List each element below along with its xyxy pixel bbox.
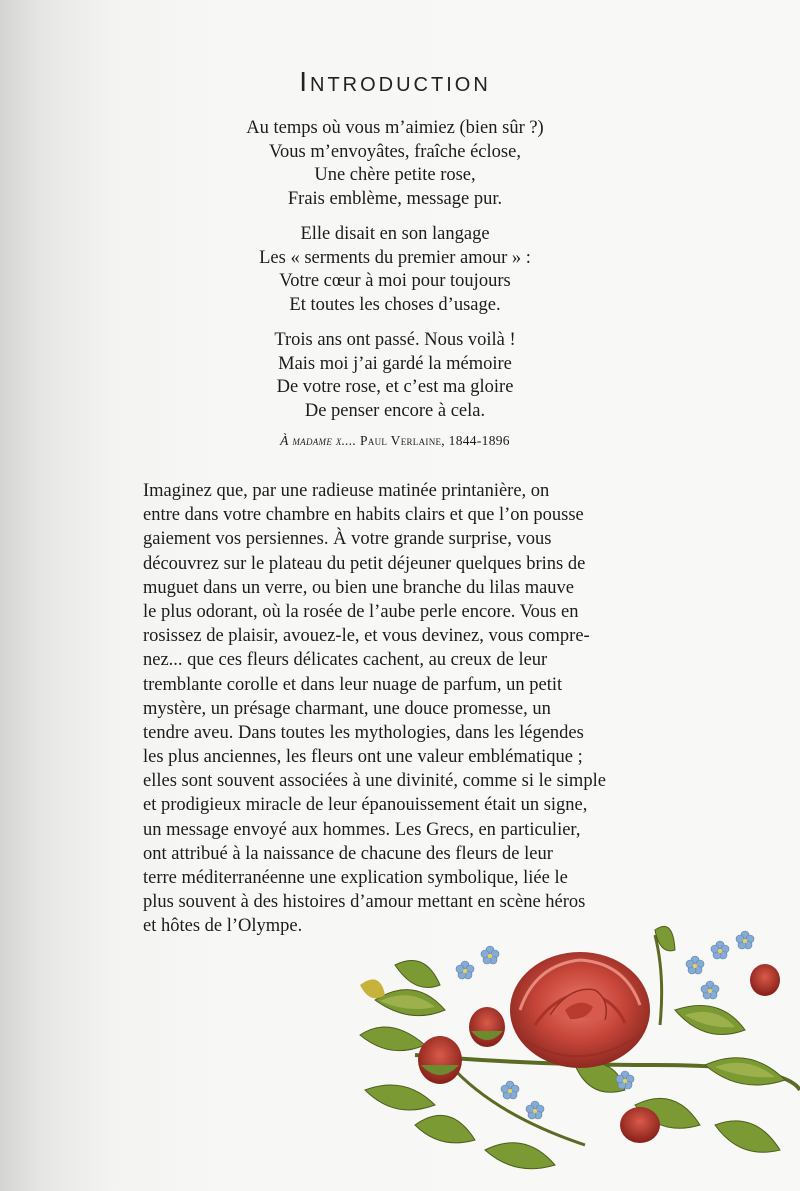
prose-line: et prodigieux miracle de leur épanouissement était un signe, xyxy=(143,795,588,816)
prose-line: et hôtes de l’Olympe. xyxy=(143,916,303,937)
prose-line: elles sont souvent associées à une divinité, comme si le simple xyxy=(143,771,606,792)
prose-line: gaiement vos persiennes. À votre grande surprise, vous xyxy=(143,529,552,550)
prose-line: plus souvent à des histoires d’amour mettant en scène héros xyxy=(143,892,586,913)
poem-line: De votre rose, et c’est ma gloire xyxy=(276,377,514,397)
poem xyxy=(0,117,790,453)
prose-line: tendre aveu. Dans toutes les mythologies, dans les légendes xyxy=(143,722,584,743)
prose-line: tremblante corolle et dans leur nuage de parfum, un petit xyxy=(143,674,563,695)
prose-line: le plus odorant, où la rosée de l’aube perle encore. Vous en xyxy=(143,601,579,622)
prose-line: mystère, un présage charmant, une douce promesse, un xyxy=(143,698,551,719)
rose-icon xyxy=(510,952,650,1068)
poem-author: Paul Verlaine, 1844-1896 xyxy=(360,433,510,448)
poem-attribution xyxy=(0,429,790,453)
poem-line: Les « serments du premier amour » : xyxy=(259,247,531,268)
prose-line: entre dans votre chambre en habits clairs et que l’on pousse xyxy=(143,505,584,526)
prose-line: ont attribué à la naissance de chacune des fleurs de leur xyxy=(143,843,553,864)
poem-stanza-1 xyxy=(0,117,790,211)
prose-line: nez... que ces fleurs délicates cachent, au creux de leur xyxy=(143,650,548,671)
prose-line: découvrez sur le plateau du petit déjeuner quelques brins de xyxy=(143,553,586,574)
poem-line: Et toutes les choses d’usage. xyxy=(289,294,501,315)
poem-line: Vous m’envoyâtes, fraîche éclose, xyxy=(269,141,521,162)
page-title: Introduction xyxy=(299,66,491,97)
poem-line: Trois ans ont passé. Nous voilà ! xyxy=(274,330,516,350)
poem-stanza-2 xyxy=(0,223,790,317)
prose-line: Imaginez que, par une radieuse matinée printanière, on xyxy=(143,481,550,501)
prose-line: un message envoyé aux hommes. Les Grecs, en particulier, xyxy=(143,819,581,840)
poem-dedication: À madame x.... xyxy=(280,433,357,448)
introduction-body xyxy=(143,479,651,939)
prose-line: les plus anciennes, les fleurs ont une valeur emblématique ; xyxy=(143,747,583,768)
poem-line: Votre cœur à moi pour toujours xyxy=(279,271,511,291)
poem-line: Elle disait en son langage xyxy=(300,224,490,244)
poem-line: De penser encore à cela. xyxy=(304,400,486,421)
prose-line: rosissez de plaisir, avouez-le, et vous devinez, vous compre- xyxy=(143,626,590,647)
poem-line: Frais emblème, message pur. xyxy=(287,188,503,209)
prose-line: muguet dans un verre, ou bien une branche du lilas mauve xyxy=(143,577,575,598)
poem-line: Une chère petite rose, xyxy=(314,165,476,185)
poem-stanza-3 xyxy=(0,329,790,423)
poem-line: Mais moi j’ai gardé la mémoire xyxy=(278,353,512,374)
rose-bouquet-illustration xyxy=(355,915,800,1191)
poem-line: Au temps où vous m’aimiez (bien sûr ?) xyxy=(246,118,544,138)
prose-line: terre méditerranéenne une explication symbolique, liée le xyxy=(143,868,568,888)
